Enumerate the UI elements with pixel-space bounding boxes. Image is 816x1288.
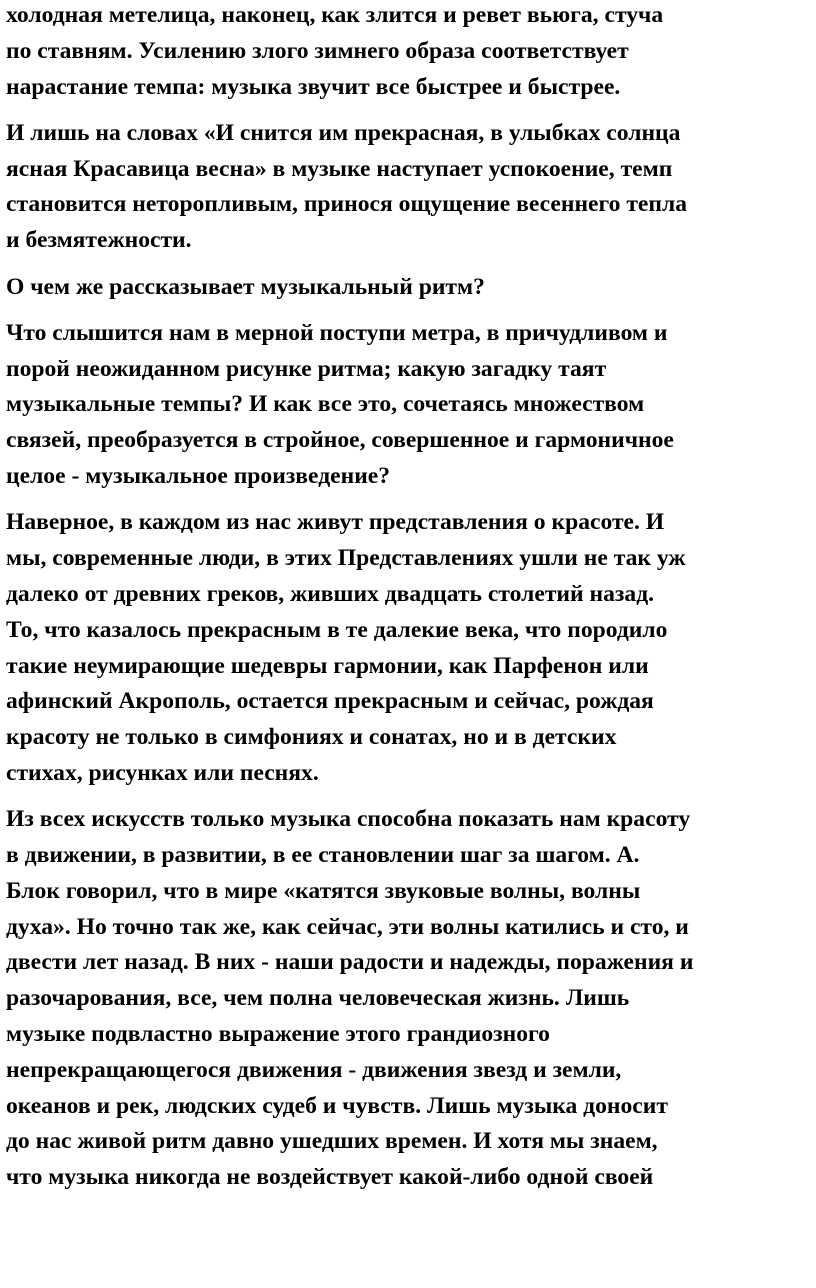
text-line: И лишь на словах «И снится им прекрасная, в улыбках солнца [6, 119, 681, 146]
text-line: нарастание темпа: музыка звучит все быстрее и быстрее. [6, 73, 621, 100]
paragraph [6, 802, 814, 1196]
text-line: красоту не только в симфониях и сонатах, но и в детских [6, 724, 617, 751]
text-line: афинский Акрополь, остается прекрасным и сейчас, рождая [6, 688, 654, 715]
text-line: непрекращающегося движения - движения звезд и земли, [6, 1056, 622, 1083]
text-line: Из всех искусств только музыка способна показать нам красоту [6, 806, 691, 833]
text-line: связей, преобразуется в стройное, совершенное и гармоничное [6, 427, 674, 454]
text-line: целое - музыкальное произведение? [6, 463, 391, 490]
text-line: Блок говорил, что в мире «катятся звуковые волны, волны [6, 877, 641, 904]
text-line: до нас живой ритм давно ушедших времен. И хотя мы знаем, [6, 1128, 658, 1155]
text-line: далеко от древних греков, живших двадцать столетий назад. [6, 580, 655, 607]
text-line: О чем же рассказывает музыкальный ритм? [6, 273, 485, 300]
paragraph [6, 0, 814, 105]
paragraph [6, 116, 814, 259]
text-line: океанов и рек, людских судеб и чувств. Лишь музыка доносит [6, 1092, 668, 1119]
text-line: мы, современные люди, в этих Представлениях ушли не так уж [6, 545, 686, 572]
text-line: двести лет назад. В них - наши радости и надежды, поражения и [6, 949, 694, 976]
text-line: такие неумирающие шедевры гармонии, как Парфенон или [6, 652, 649, 679]
paragraph [6, 505, 814, 791]
text-line: ясная Красавица весна» в музыке наступает успокоение, темп [6, 155, 673, 182]
text-line: То, что казалось прекрасным в те далекие века, что породило [6, 616, 668, 643]
text-line: по ставням. Усилению злого зимнего образа соответствует [6, 37, 629, 64]
text-line: становится неторопливым, принося ощущение весеннего тепла [6, 191, 688, 218]
text-line: стихах, рисунках или песнях. [6, 759, 319, 786]
text-line: Наверное, в каждом из нас живут представления о красоте. И [6, 509, 665, 536]
text-line: разочарования, все, чем полна человеческая жизнь. Лишь [6, 985, 630, 1012]
paragraph [6, 316, 814, 495]
text-line: холодная метелица, наконец, как злится и ревет вьюга, стуча [6, 2, 664, 28]
text-line: Что слышится нам в мерной поступи метра, в причудливом и [6, 319, 668, 346]
text-line: порой неожиданном рисунке ритма; какую загадку таят [6, 355, 607, 382]
text-line: духа». Но точно так же, как сейчас, эти волны катились и сто, и [6, 913, 689, 940]
document-page [6, 0, 814, 1207]
text-line: что музыка никогда не воздействует какой-либо одной своей [6, 1164, 654, 1191]
text-line: музыкальные темпы? И как все это, сочетаясь множеством [6, 391, 645, 418]
text-line: в движении, в развитии, в ее становлении шаг за шагом. А. [6, 842, 640, 869]
paragraph [6, 270, 814, 306]
text-line: и безмятежности. [6, 227, 192, 254]
text-line: музыке подвластно выражение этого грандиозного [6, 1021, 550, 1048]
